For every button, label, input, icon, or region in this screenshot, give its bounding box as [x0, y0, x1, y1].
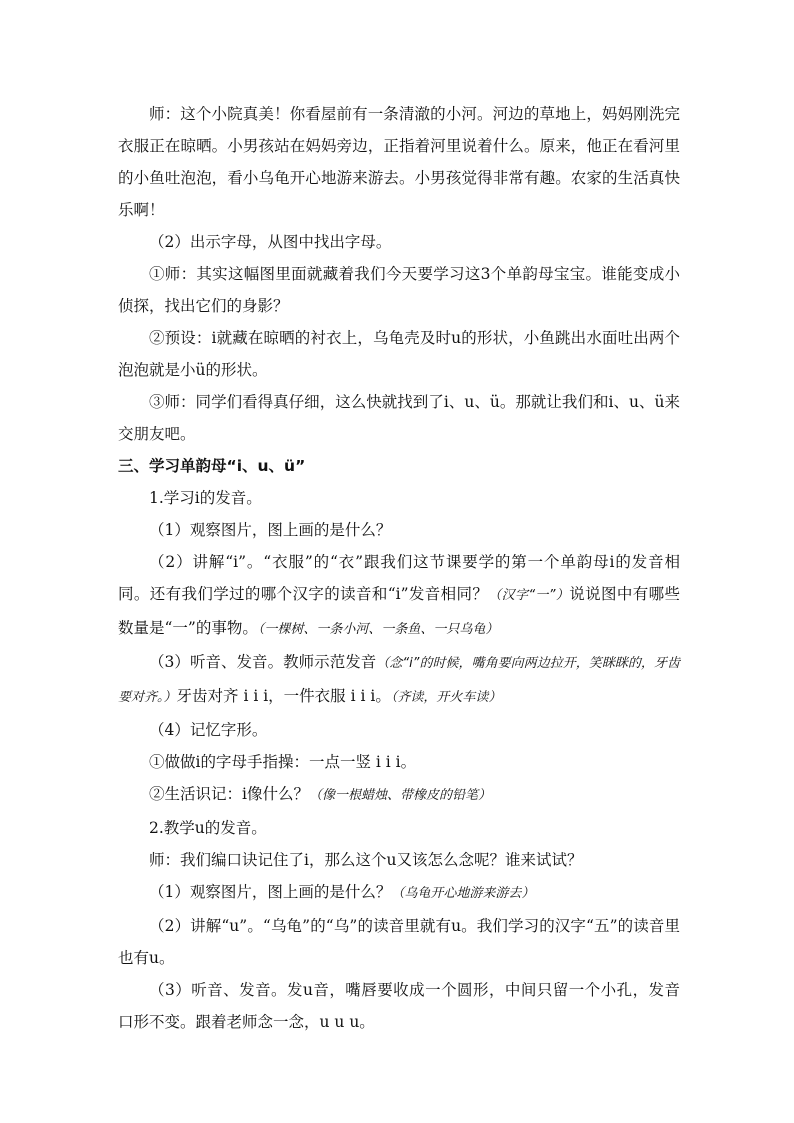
paragraph-text: （3）听音、发音。教师示范发音 [149, 653, 377, 671]
paragraph: （3）听音、发音。发u音，嘴唇要收成一个圆形，中间只留一个小孔，发音口形不变。跟着老师念一念，u u u。 [118, 981, 680, 1031]
document-page [118, 98, 680, 1038]
paragraph-note: （汉字“一”） [488, 588, 570, 603]
paragraph: （1）观察图片，图上画的是什么？ [149, 521, 392, 539]
paragraph: ③师：同学们看得真仔细，这么快就找到了i、u、ü。那就让我们和i、u、ü来交朋友吧。 [118, 393, 680, 443]
paragraph [118, 778, 680, 812]
paragraph-note: （一棵树、一条小河、一条鱼、一只乌龟） [257, 622, 499, 637]
paragraph: 师：这个小院真美！你看屋前有一条清澈的小河。河边的草地上，妈妈刚洗完衣服正在晾晒。小男孩站在妈妈旁边，正指着河里说着什么。原来，他正在看河里的小鱼吐泡泡，看小乌龟开心地游来游去。小男孩觉得非常有趣。农家的生活真快乐啊！ [118, 105, 680, 219]
paragraph: ①做做i的字母手指操：一点一竖 i i i。 [149, 753, 417, 771]
paragraph-tail: 说说图中有哪些数量是“一”的事物。 [118, 585, 680, 637]
paragraph: 1.学习i的发音。 [149, 489, 262, 507]
paragraph: （4）记忆字形。 [149, 721, 268, 739]
paragraph-note: （像一根蜡烛、带橡皮的铅笔） [308, 788, 491, 803]
paragraph: （2）讲解“u”。“乌龟”的“乌”的读音里就有u。我们学习的汉字“五”的读音里也有u。 [118, 917, 680, 967]
paragraph [118, 646, 680, 714]
paragraph-text: ②生活识记：i像什么？ [149, 785, 309, 803]
paragraph-note: （念“i”的时候，嘴角要向两边拉开，笑眯眯的，牙齿要对齐。） [118, 656, 680, 705]
paragraph-text: （1）观察图片，图上画的是什么？ [149, 883, 392, 901]
paragraph: （2）出示字母，从图中找出字母。 [149, 233, 392, 251]
paragraph-note: （乌龟开心地游来游去） [391, 886, 535, 901]
paragraph: ①师：其实这幅图里面就藏着我们今天要学习这3个单韵母宝宝。谁能变成小侦探，找出它们的身影？ [118, 265, 680, 315]
section-heading: 三、学习单韵母“i、u、ü” [118, 457, 306, 475]
paragraph-note: （齐读，开火车读） [390, 690, 502, 705]
paragraph: 2.教学u的发音。 [149, 819, 267, 837]
paragraph: ②预设：i就藏在晾晒的衬衣上，乌龟壳及时u的形状，小鱼跳出水面吐出两个泡泡就是小ü的形状。 [118, 329, 680, 379]
paragraph: 师：我们编口诀记住了i，那么这个u又该怎么念呢？谁来试试？ [149, 851, 583, 869]
paragraph [118, 546, 680, 646]
paragraph-tail: 牙齿对齐 i i i，一件衣服 i i i。 [176, 687, 391, 705]
paragraph [118, 876, 680, 910]
paragraph-text: （2）讲解“i”。“衣服”的“衣”跟我们这节课要学的第一个单韵母i的发音相同。还有我们学过的哪个汉字的读音和“i”发音相同？ [118, 553, 680, 603]
